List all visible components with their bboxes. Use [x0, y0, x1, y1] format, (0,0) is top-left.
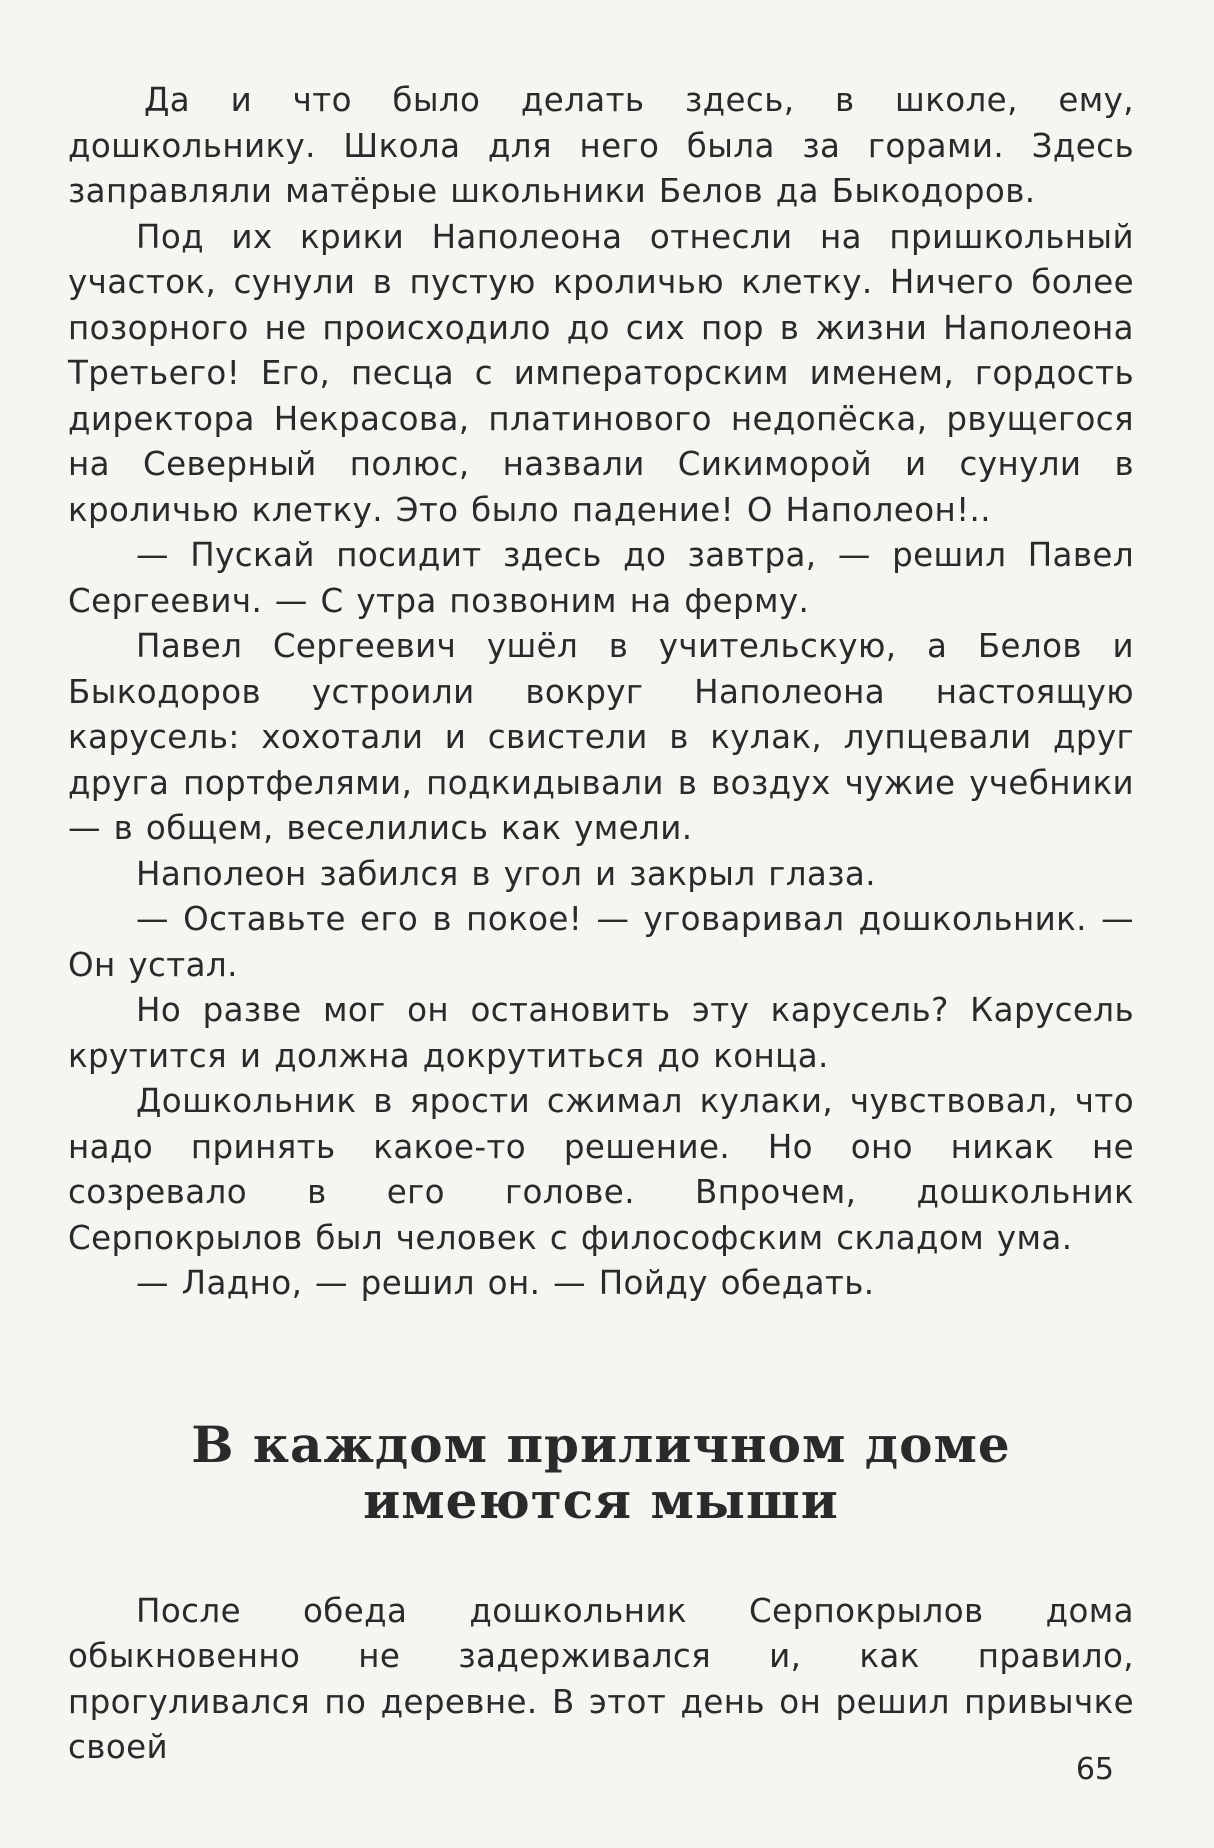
chapter-title — [68, 1414, 1134, 1530]
chapter-opening-paragraph: После обеда дошкольник Серпокрылов дома обыкновенно не задерживался и, как правило, прогуливался по деревне. В этот день он решил привычке своей — [68, 1591, 1134, 1766]
paragraph: Павел Сергеевич ушёл в учительскую, а Белов и Быкодоров устроили вокруг Наполеона настоящую карусель: хохотали и свистели в кулак, лупцевали друг друга портфелями, подкидывали в воздух чужие учебники — в общем, веселились как умели. — [68, 627, 1134, 847]
chapter-title-line-1: В каждом приличном доме — [191, 1414, 1011, 1474]
chapter-title-line-2: имеются мыши — [363, 1470, 839, 1530]
paragraph: Но разве мог он остановить эту карусель? Карусель крутится и должна докрутиться до конца. — [68, 991, 1134, 1075]
paragraph: Да и что было делать здесь, в школе, ему, дошкольнику. Школа для него была за горами. Здесь заправляли матёрые школьники Белов да Быкодоров. — [68, 81, 1134, 210]
body-text — [68, 78, 1134, 1307]
paragraph: Наполеон забился в угол и закрыл глаза. — [136, 854, 876, 893]
page-number: 65 — [1075, 1752, 1114, 1787]
paragraph: Дошкольник в ярости сжимал кулаки, чувствовал, что надо принять какое-то решение. Но оно никак не созревало в его голове. Впрочем, дошкольник Серпокрылов был человек с философским складом ума. — [68, 1082, 1134, 1257]
paragraph: Под их крики Наполеона отнесли на пришкольный участок, сунули в пустую кроличью клетку. Ничего более позорного не происходило до сих пор в жизни Наполеона Третьего! Его, песца с императорским именем, гордость директора Некрасова, платинового недопёска, рвущегося на Северный полюс, назвали Сикиморой и сунули в кроличью клетку. Это было падение! О Наполеон!.. — [68, 217, 1134, 529]
paragraph: — Ладно, — решил он. — Пойду обедать. — [136, 1264, 875, 1302]
paragraph: — Пускай посидит здесь до завтра, — решил Павел Сергеевич. — С утра позвоним на ферму. — [68, 536, 1134, 620]
paragraph: — Оставьте его в покое! — уговаривал дошкольник. — Он устал. — [68, 900, 1134, 984]
